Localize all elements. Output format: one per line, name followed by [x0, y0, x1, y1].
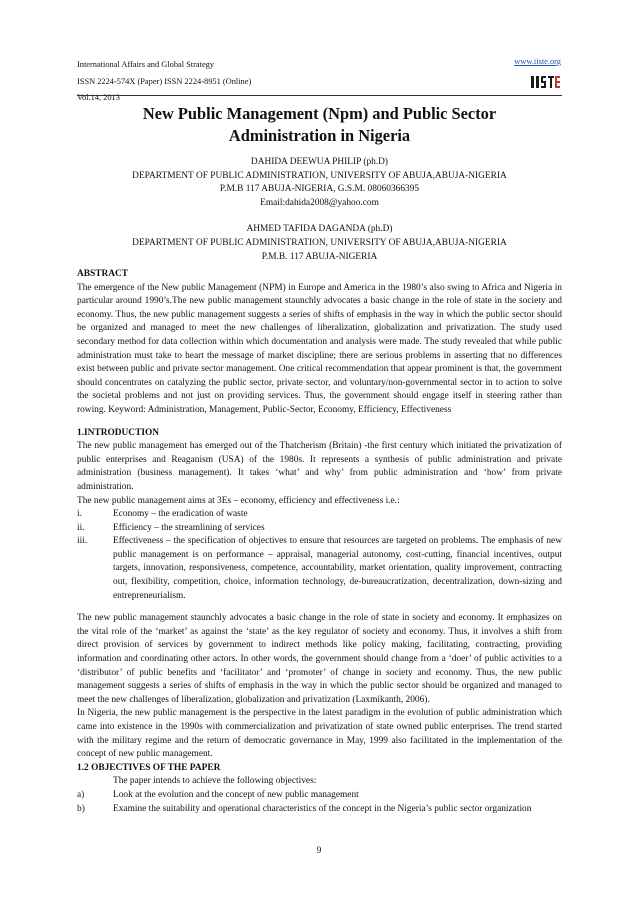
introduction-paragraph-2: The new public management staunchly advocates a basic change in the role of state in society and economy. It emphasizes on the vital role of the ‘market’ as against the ‘state’ as the key regulator of society and economy. Thus, it involves a shift from direct provision of services by government to indirect methods like policy making, facilitating, contracting, providing information and coordinating other actors. In other words, the government should change from a ‘doer’ of public activities to a ‘distributor’ of public benefits and ‘facilitator’ and ‘promoter’ of change in society and economy. Thus, the new public management suggests a series of shifts of emphasis in the way in which the public sector should be organized and managed to meet the new challenges of liberalization, globalization and privatization (Laxmikanth, 2006). [77, 613, 562, 705]
journal-header [77, 57, 497, 107]
author-block [77, 156, 562, 264]
header-divider [77, 95, 562, 96]
list-marker: iii. [77, 536, 88, 547]
introduction-paragraph-1: The new public management has emerged out of the Thatcherism (Britain) -the first century which initiated the privatization of public enterprises and Reaganism (USA) of the 1980s. It represents a synthesis of public administration and private administration (business management). It takes ‘what’ and why’ from public administration and ‘how’ from private administration. [77, 441, 562, 492]
list-marker: a) [77, 789, 85, 800]
introduction-heading: 1.INTRODUCTION [77, 427, 160, 438]
author1-address: P.M.B 117 ABUJA-NIGERIA, G.S.M. 08060366395 [219, 184, 420, 195]
list-text: Effectiveness – the specification of objectives to ensure that resources are targeted on problems. The emphasis of new public management is on performance – appraisal, managerial autonomy, cost-cutting, financial incentives, output targets, innovation, responsiveness, competence, accountability, market orientation, quality improvement, contracting out, flexibility, competition, choice, information technology, de-bureaucratization, decentralization, down-sizing and entrepreneurialism. [113, 536, 562, 601]
paper-body [77, 268, 562, 816]
page-number: 9 [316, 846, 322, 856]
journal-url-link[interactable]: www.iiste.org [514, 57, 561, 66]
journal-name: International Affairs and Global Strategy [77, 60, 215, 69]
introduction-paragraph-3: In Nigeria, the new public management is the perspective in the latest paradigm in the evolution of public administration which came into existence in the 1990s with commercialization and privatization of state owned public enterprises. The trend started with the military regime and the return of democratic governance in May, 1999 also facilitated in the implementation of the concept of new public management. [77, 708, 562, 760]
introduction-aims: The new public management aims at 3Es – economy, efficiency and effectiveness i.e.: [77, 495, 400, 506]
list-item [77, 508, 562, 522]
list-text: Examine the suitability and operational characteristics of the concept in the Nigeria’s public sector organization [113, 803, 532, 814]
list-item [77, 522, 562, 536]
list-marker: i. [77, 509, 82, 520]
list-item [77, 803, 562, 817]
paper-title-line1: New Public Management (Npm) and Public Sector [142, 104, 497, 123]
paper-title-line2: Administration in Nigeria [228, 126, 411, 145]
author1-name: DAHIDA DEEWUA PHILIP (ph.D) [250, 157, 389, 167]
author1-email: Email:dahida2008@yahoo.com [260, 197, 379, 208]
author1-department: DEPARTMENT OF PUBLIC ADMINISTRATION, UNIVERSITY OF ABUJA,ABUJA-NIGERIA [132, 170, 507, 181]
objectives-heading: 1.2 OBJECTIVES OF THE PAPER [77, 762, 221, 773]
abstract-text: The emergence of the New public Management (NPM) in Europe and America in the 1980’s also swing to Africa and Nigeria in particular around 1990’s.The new public management staunchly advocates a basic change in the role of state in the society and economy. Thus, the new public management suggests a series of shifts of emphasis in the way in which the public sector should be organized and managed to meet the new challenges of liberalization, globalization and privatization. The study used secondary method for data collection within which documentation and analysis were made. The study revealed that while public administration must take to heart the message of market discipline; there are serious problems in asserting that no differences exist between public and private sector management. One critical recommendation that appear prominent is that, the government should concentrates on catalyzing the public sector, private sector, and voluntary/non-governmental sector in to action to solve the societal problems and not just on providing services. Thus, the government should engage itself in steering rather than rowing. Keyword: Administration, Management, Public-Sector, Economy, Efficiency, Effectiveness [77, 282, 562, 415]
paper-title [77, 103, 562, 147]
author2-department: DEPARTMENT OF PUBLIC ADMINISTRATION, UNIVERSITY OF ABUJA,ABUJA-NIGERIA [132, 237, 507, 248]
objectives-lead: The paper intends to achieve the following objectives: [113, 776, 317, 787]
iiste-logo [529, 73, 562, 91]
list-text: Efficiency – the streamlining of services [113, 522, 265, 533]
list-text: Economy – the eradication of waste [113, 509, 248, 520]
list-marker: b) [77, 803, 85, 814]
journal-issn: ISSN 2224-574X (Paper) ISSN 2224-8951 (Online) [77, 76, 252, 86]
list-marker: ii. [77, 522, 85, 533]
author2-address: P.M.B. 117 ABUJA-NIGERIA [261, 251, 378, 262]
journal-volume: Vol.14, 2013 [77, 93, 120, 102]
list-item [77, 789, 562, 803]
abstract-heading: ABSTRACT [77, 269, 129, 279]
list-text: Look at the evolution and the concept of new public management [113, 789, 359, 800]
list-item [77, 535, 562, 603]
author2-name: AHMED TAFIDA DAGANDA (ph.D) [246, 224, 393, 235]
